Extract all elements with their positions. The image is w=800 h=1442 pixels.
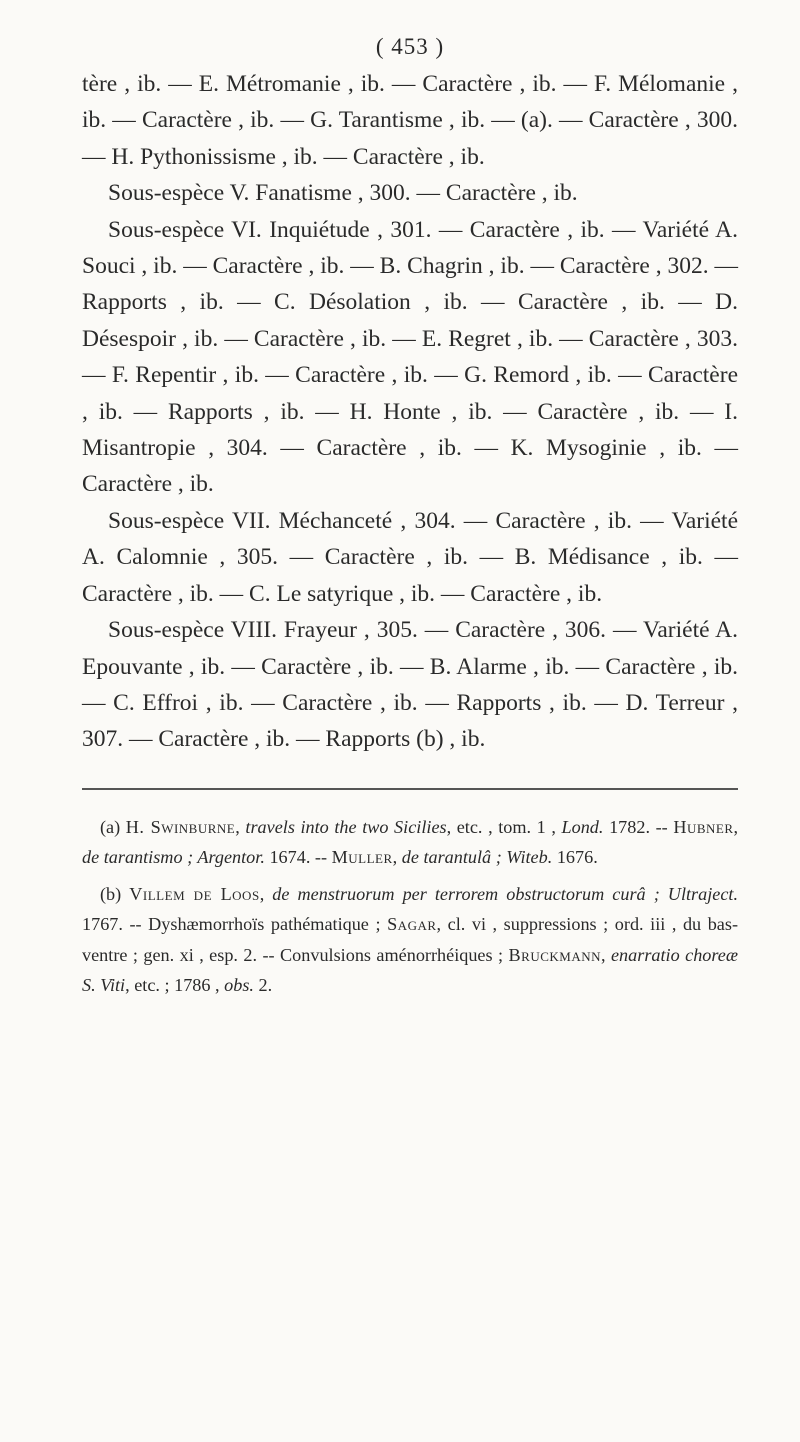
index-paragraph-continuation: tère , ib. — E. Métromanie , ib. — Caractère , ib. — F. Mélomanie , ib. — Caractère , ib. — G. Tarantisme , ib. — (a). — Caractère , 300. — H. Pythonissisme , ib. — Caractère , ib. [82, 71, 738, 170]
footnote-title: de tarantulâ ; Witeb. [401, 847, 553, 868]
footnotes [82, 812, 738, 1001]
footnote-text: 1674. -- [269, 847, 328, 868]
footnote-text: 1782. -- [609, 816, 668, 837]
footnote-author: Hubner [673, 816, 734, 837]
footnote-title: enarratio choreæ S. Viti [82, 944, 738, 996]
index-body [82, 66, 738, 758]
footnote-title: travels into the two Sicilies [245, 816, 447, 837]
index-paragraph-frayeur: Sous-espèce VIII. Frayeur , 305. — Caractère , 306. — Variété A. Epouvante , ib. — Caractère , ib. — B. Alarme , ib. — Caractère , ib. — C. Effroi , ib. — Caractère , ib. — Rapports , ib. — D. Terreur , 307. — Caractère , ib. — Rapports (b) , ib. [82, 617, 738, 753]
index-paragraph-fanatisme: Sous-espèce V. Fanatisme , 300. — Caractère , ib. [108, 180, 578, 207]
footnote-marker: (a) [100, 816, 121, 837]
footnote-author: Bruckmann [508, 944, 601, 965]
footnote-author: Sagar [387, 914, 437, 935]
footnote-b: (b) Villem de Loos, de menstruorum per terrorem obstructorum curâ ; Ultraject. 1767. -- Dyshæmorrhoïs pathématique ; Sagar, cl. vi , suppressions ; ord. iii , du bas-ventre ; gen. xi , esp. 2. -- Convulsions aménorrhéiques ; Bruckmann, enarratio choreæ S. Viti, etc. ; 1786 , obs. 2. [82, 883, 739, 996]
footnote-marker: (b) [100, 883, 122, 904]
footnote-author: Villem de Loos [129, 883, 260, 904]
footnote-title: obs. [224, 975, 254, 996]
index-paragraph-inquietude: Sous-espèce VI. Inquiétude , 301. — Caractère , ib. — Variété A. Souci , ib. — Caractère , ib. — B. Chagrin , ib. — Caractère , 302. — Rapports , ib. — C. Désolation , ib. — Caractère , ib. — D. Désespoir , ib. — Caractère , ib. — E. Regret , ib. — Caractère , 303. — F. Repentir , ib. — Caractère , ib. — G. Remord , ib. — Caractère , ib. — Rapports , ib. — H. Honte , ib. — Caractère , ib. — I. Misantropie , 304. — Caractère , ib. — K. Mysoginie , ib. — Caractère , ib. [82, 216, 738, 498]
footnote-text: , etc. ; 1786 , [125, 975, 220, 996]
page-number: ( 453 ) [375, 34, 445, 59]
footnote-text: , etc. , tom. 1 , [446, 816, 556, 837]
footnote-author: Muller [331, 847, 393, 868]
footnote-place: Lond. [561, 816, 604, 837]
footnote-text: 1676. [556, 847, 598, 868]
footnote-title: de menstruorum per terrorem obstructorum curâ ; Ultraject. [272, 883, 739, 904]
footnote-separator [82, 788, 738, 790]
index-paragraph-mechancete: Sous-espèce VII. Méchanceté , 304. — Caractère , ib. — Variété A. Calomnie , 305. — Caractère , ib. — B. Médisance , ib. — Caractère , ib. — C. Le satyrique , ib. — Caractère , ib. [82, 507, 738, 607]
footnote-a: (a) H. Swinburne, travels into the two Sicilies, etc. , tom. 1 , Lond. 1782. -- Hubner, de tarantismo ; Argentor. 1674. -- Muller, de tarantulâ ; Witeb. 1676. [82, 816, 739, 868]
footnote-text: 2. [258, 975, 273, 996]
footnote-text: , cl. vi , suppressions ; ord. iii , du bas-ventre ; gen. xi , esp. 2. -- Convulsions aménorrhéiques ; [82, 914, 739, 965]
footnote-author: H. Swinburne [125, 816, 236, 837]
footnote-text: 1767. -- Dyshæmorrhoïs pathématique ; [82, 914, 381, 935]
footnote-title: de tarantismo ; Argentor. [82, 847, 265, 868]
